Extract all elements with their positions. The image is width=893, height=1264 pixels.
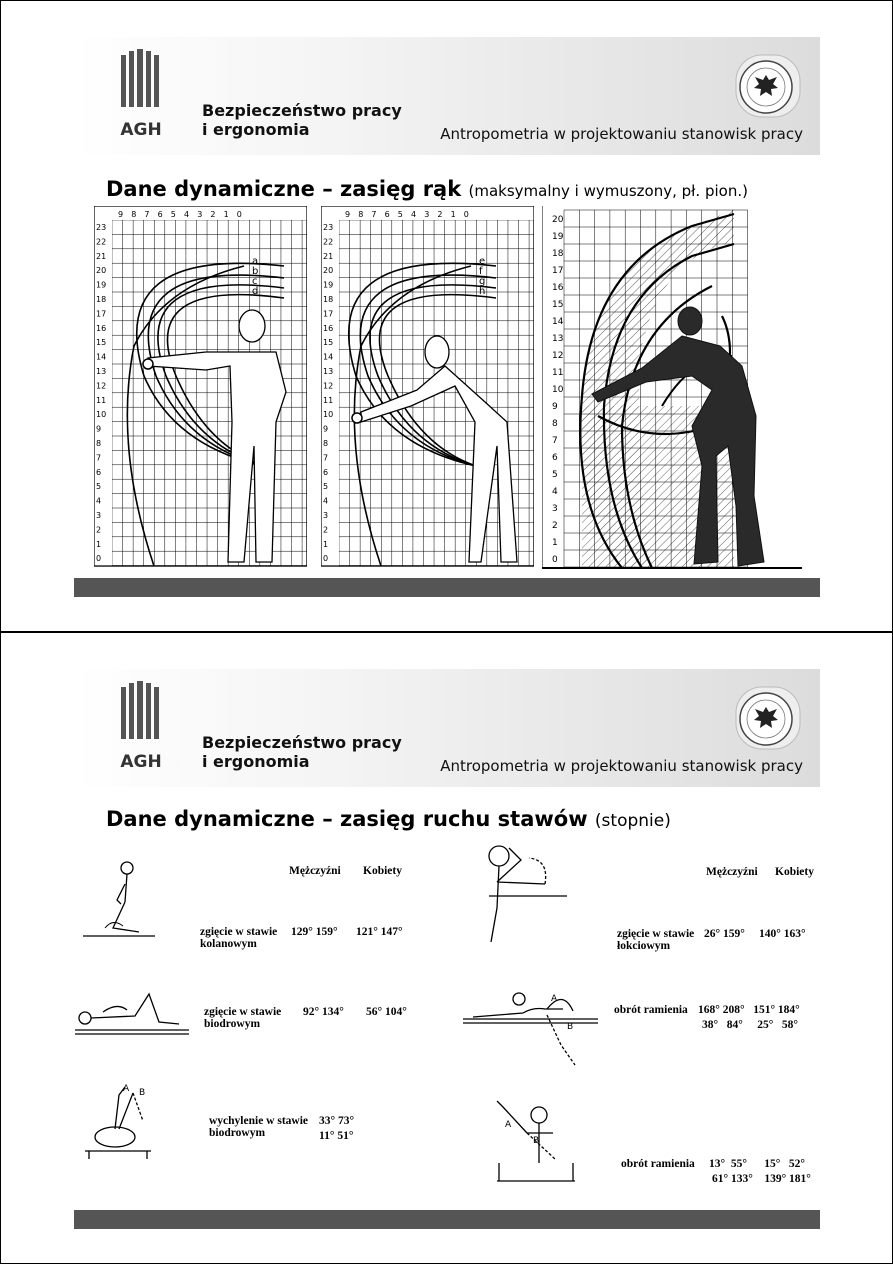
- photo-grid-left-label: 19: [552, 232, 564, 242]
- footer-bar: [74, 1210, 820, 1229]
- col-men-right: Mężczyźni: [706, 866, 758, 878]
- hip-women: 56° 104°: [366, 1006, 407, 1018]
- grid-left-label: 8: [323, 439, 329, 448]
- grid-top-label: 9: [118, 210, 124, 219]
- curve-label: h: [479, 286, 486, 297]
- photo-grid-left-label: 5: [552, 470, 558, 480]
- faculty-seal-icon: [732, 683, 804, 753]
- grid-top-label: 8: [131, 210, 137, 219]
- grid-left-label: 22: [323, 237, 334, 247]
- grid-left-label: 15: [96, 338, 107, 348]
- curve-label: d: [252, 286, 259, 297]
- grid-left-label: 6: [323, 467, 329, 477]
- grid-left-label: 13: [96, 367, 107, 376]
- svg-text:A: A: [123, 1084, 130, 1094]
- photo-grid-left-label: 0: [552, 555, 558, 565]
- curve-label: e: [479, 256, 486, 267]
- photo-grid-left-label: 17: [552, 266, 564, 276]
- curve-label: a: [252, 256, 259, 267]
- knee-label-2: kolanowym: [200, 938, 257, 950]
- grid-left-label: 17: [96, 309, 107, 319]
- slide-title: [106, 807, 671, 831]
- svg-text:AGH: AGH: [120, 120, 162, 140]
- grid-top-label: 6: [157, 210, 163, 219]
- shoulder2-label: obrót ramienia: [621, 1158, 695, 1170]
- hip-men: 92° 134°: [303, 1006, 344, 1018]
- grid-left-label: 6: [96, 467, 102, 477]
- grid-left-label: 8: [96, 439, 102, 448]
- curve-label: f: [479, 266, 483, 277]
- figure-lying-hip-flexion: [73, 988, 191, 1040]
- photo-grid-left-label: 6: [552, 453, 558, 463]
- photo-grid-left-label: 8: [552, 419, 558, 429]
- photo-grid-left-label: 20: [552, 215, 564, 225]
- photo-grid-left-label: 15: [552, 300, 564, 310]
- grid-top-label: 4: [411, 210, 417, 219]
- knee-label-1: zgięcie w stawie: [200, 926, 278, 938]
- grid-left-label: 19: [323, 280, 334, 290]
- figure-kneeling: [83, 858, 155, 942]
- grid-top-label: 7: [371, 210, 377, 219]
- elbow-label: [617, 928, 694, 952]
- grid-top-label: 3: [197, 210, 203, 219]
- photo-grid-left-label: 14: [552, 317, 564, 327]
- elbow-women: 140° 163°: [759, 928, 806, 940]
- grid-top-label: 9: [345, 210, 351, 219]
- grid-left-label: 17: [323, 309, 334, 319]
- photo-grid-left-label: 12: [552, 351, 564, 361]
- svg-text:B: B: [567, 1022, 574, 1032]
- faculty-seal-icon: [732, 51, 804, 121]
- grid-left-label: 3: [323, 511, 329, 520]
- grid-left-label: 18: [96, 295, 107, 304]
- shoulder1-row1: 168° 208° 151° 184°: [698, 1004, 800, 1016]
- knee-men: 129° 159°: [291, 926, 338, 938]
- figure-shoulder-rotation-lying: [463, 979, 598, 1071]
- grid-left-label: 20: [96, 266, 107, 276]
- grid-top-label: 8: [358, 210, 364, 219]
- grid-left-label: 14: [96, 352, 107, 362]
- hip-label: [204, 1006, 281, 1030]
- title-main: Dane dynamiczne – zasięg rąk: [106, 177, 462, 201]
- grid-top-label: 0: [463, 210, 469, 219]
- grid-left-label: 21: [96, 251, 107, 261]
- grid-left-label: 7: [323, 453, 329, 463]
- grid-left-label: 7: [96, 453, 102, 463]
- reach-grid-bent: [321, 206, 534, 568]
- shoulder2-row2: 61° 133° 139° 181°: [712, 1173, 811, 1185]
- grid-left-label: 4: [323, 496, 329, 506]
- photo-grid-left-label: 7: [552, 436, 558, 446]
- hipdev-label: [209, 1115, 308, 1139]
- photo-grid-left-label: 16: [552, 283, 564, 293]
- grid-top-label: 0: [236, 210, 242, 219]
- grid-left-label: 12: [96, 381, 107, 391]
- grid-top-label: 2: [437, 210, 443, 219]
- grid-left-label: 5: [96, 482, 102, 492]
- agh-logo: [115, 49, 167, 141]
- svg-text:B: B: [533, 1136, 540, 1146]
- grid-left-label: 18: [323, 295, 334, 304]
- curve-label: b: [252, 266, 259, 277]
- grid-left-label: 0: [323, 554, 329, 564]
- col-women-left: Kobiety: [363, 865, 402, 877]
- elbow-men: 26° 159°: [704, 928, 745, 940]
- hipdev-label-1: wychylenie w stawie: [209, 1115, 309, 1127]
- grid-top-label: 6: [384, 210, 390, 219]
- grid-left-label: 23: [96, 223, 107, 232]
- grid-left-label: 15: [323, 338, 334, 348]
- shoulder2-row1: 13° 55° 15° 52°: [709, 1158, 806, 1170]
- grid-left-label: 16: [323, 323, 334, 333]
- grid-left-label: 22: [96, 237, 107, 247]
- grid-left-label: 23: [323, 223, 334, 232]
- grid-top-label: 2: [210, 210, 216, 219]
- grid-left-label: 9: [323, 424, 329, 434]
- figure-shoulder-rotation-seated: [483, 1099, 581, 1191]
- reach-photo-envelope: [542, 206, 802, 571]
- hip-label-1: zgięcie w stawie: [204, 1006, 282, 1018]
- grid-left-label: 14: [323, 352, 334, 362]
- course-line-1: Bezpieczeństwo pracy: [202, 733, 402, 752]
- grid-left-label: 11: [323, 395, 334, 405]
- photo-grid-left-label: 13: [552, 334, 564, 344]
- grid-left-label: 10: [96, 410, 107, 420]
- hipdev-men: 33° 73°: [319, 1115, 355, 1127]
- lecture-subject: Antropometria w projektowaniu stanowisk pracy: [440, 757, 803, 775]
- photo-grid-left-label: 4: [552, 487, 558, 497]
- hipdev-label-2: biodrowym: [209, 1127, 266, 1139]
- photo-grid-left-label: 2: [552, 521, 558, 531]
- hipdev-women: 11° 51°: [319, 1130, 354, 1142]
- grid-top-label: 1: [223, 210, 229, 219]
- knee-label: [200, 926, 277, 950]
- grid-left-label: 4: [96, 496, 102, 506]
- title-subtitle: (maksymalny i wymuszony, pł. pion.): [468, 182, 748, 200]
- grid-left-label: 16: [96, 323, 107, 333]
- agh-logo: [115, 681, 167, 773]
- grid-top-label: 7: [144, 210, 150, 219]
- svg-text:B: B: [139, 1088, 146, 1098]
- knee-women: 121° 147°: [356, 926, 403, 938]
- slide-header: [74, 37, 820, 155]
- photo-grid-left-label: 18: [552, 249, 564, 259]
- svg-text:A: A: [551, 994, 558, 1004]
- photo-grid-left-label: 3: [552, 504, 558, 514]
- grid-top-label: 5: [170, 210, 176, 219]
- title-main: Dane dynamiczne – zasięg ruchu stawów: [106, 807, 588, 831]
- hip-label-2: biodrowym: [204, 1018, 261, 1030]
- photo-grid-left-label: 10: [552, 385, 564, 395]
- grid-top-label: 3: [424, 210, 430, 219]
- figure-elbow-flexion: [469, 838, 567, 946]
- lecture-subject: Antropometria w projektowaniu stanowisk pracy: [440, 125, 803, 143]
- grid-left-label: 3: [96, 511, 102, 520]
- shoulder1-row2: 38° 84° 25° 58°: [702, 1019, 799, 1031]
- title-subtitle: (stopnie): [594, 811, 671, 831]
- grid-top-label: 5: [397, 210, 403, 219]
- photo-grid-left-label: 9: [552, 402, 558, 412]
- grid-left-label: 2: [323, 525, 329, 535]
- grid-left-label: 1: [323, 539, 329, 549]
- grid-left-label: 9: [96, 424, 102, 434]
- grid-left-label: 12: [323, 381, 334, 391]
- grid-left-label: 0: [96, 554, 102, 564]
- course-line-1: Bezpieczeństwo pracy: [202, 101, 402, 120]
- elbow-label-2: łokciowym: [617, 940, 671, 952]
- grid-left-label: 13: [323, 367, 334, 376]
- col-women-right: Kobiety: [775, 866, 814, 878]
- grid-left-label: 11: [96, 395, 107, 405]
- grid-left-label: 2: [96, 525, 102, 535]
- reach-grid-standing: [94, 206, 307, 568]
- svg-text:A: A: [505, 1120, 512, 1130]
- elbow-label-1: zgięcie w stawie: [617, 928, 695, 940]
- grid-left-label: 19: [96, 280, 107, 290]
- photo-grid-left-label: 11: [552, 368, 564, 378]
- course-line-2: i ergonomia: [202, 752, 310, 771]
- slide-header: [74, 669, 820, 787]
- figure-hip-deviation: [85, 1081, 159, 1161]
- col-men-left: Mężczyźni: [289, 865, 341, 877]
- grid-left-label: 10: [323, 410, 334, 420]
- footer-bar: [74, 578, 820, 597]
- curve-label: g: [479, 276, 486, 287]
- curve-label: c: [252, 276, 258, 287]
- svg-text:AGH: AGH: [120, 752, 162, 772]
- course-line-2: i ergonomia: [202, 120, 310, 139]
- grid-top-label: 4: [184, 210, 190, 219]
- grid-left-label: 1: [96, 539, 102, 549]
- grid-left-label: 20: [323, 266, 334, 276]
- photo-grid-left-label: 1: [552, 538, 558, 548]
- slide-2: [0, 632, 893, 1264]
- grid-left-label: 21: [323, 251, 334, 261]
- shoulder1-label: obrót ramienia: [614, 1004, 688, 1016]
- course-title: [202, 733, 402, 771]
- course-title: [202, 101, 402, 139]
- grid-top-label: 1: [450, 210, 456, 219]
- grid-left-label: 5: [323, 482, 329, 492]
- slide-title: [106, 177, 748, 201]
